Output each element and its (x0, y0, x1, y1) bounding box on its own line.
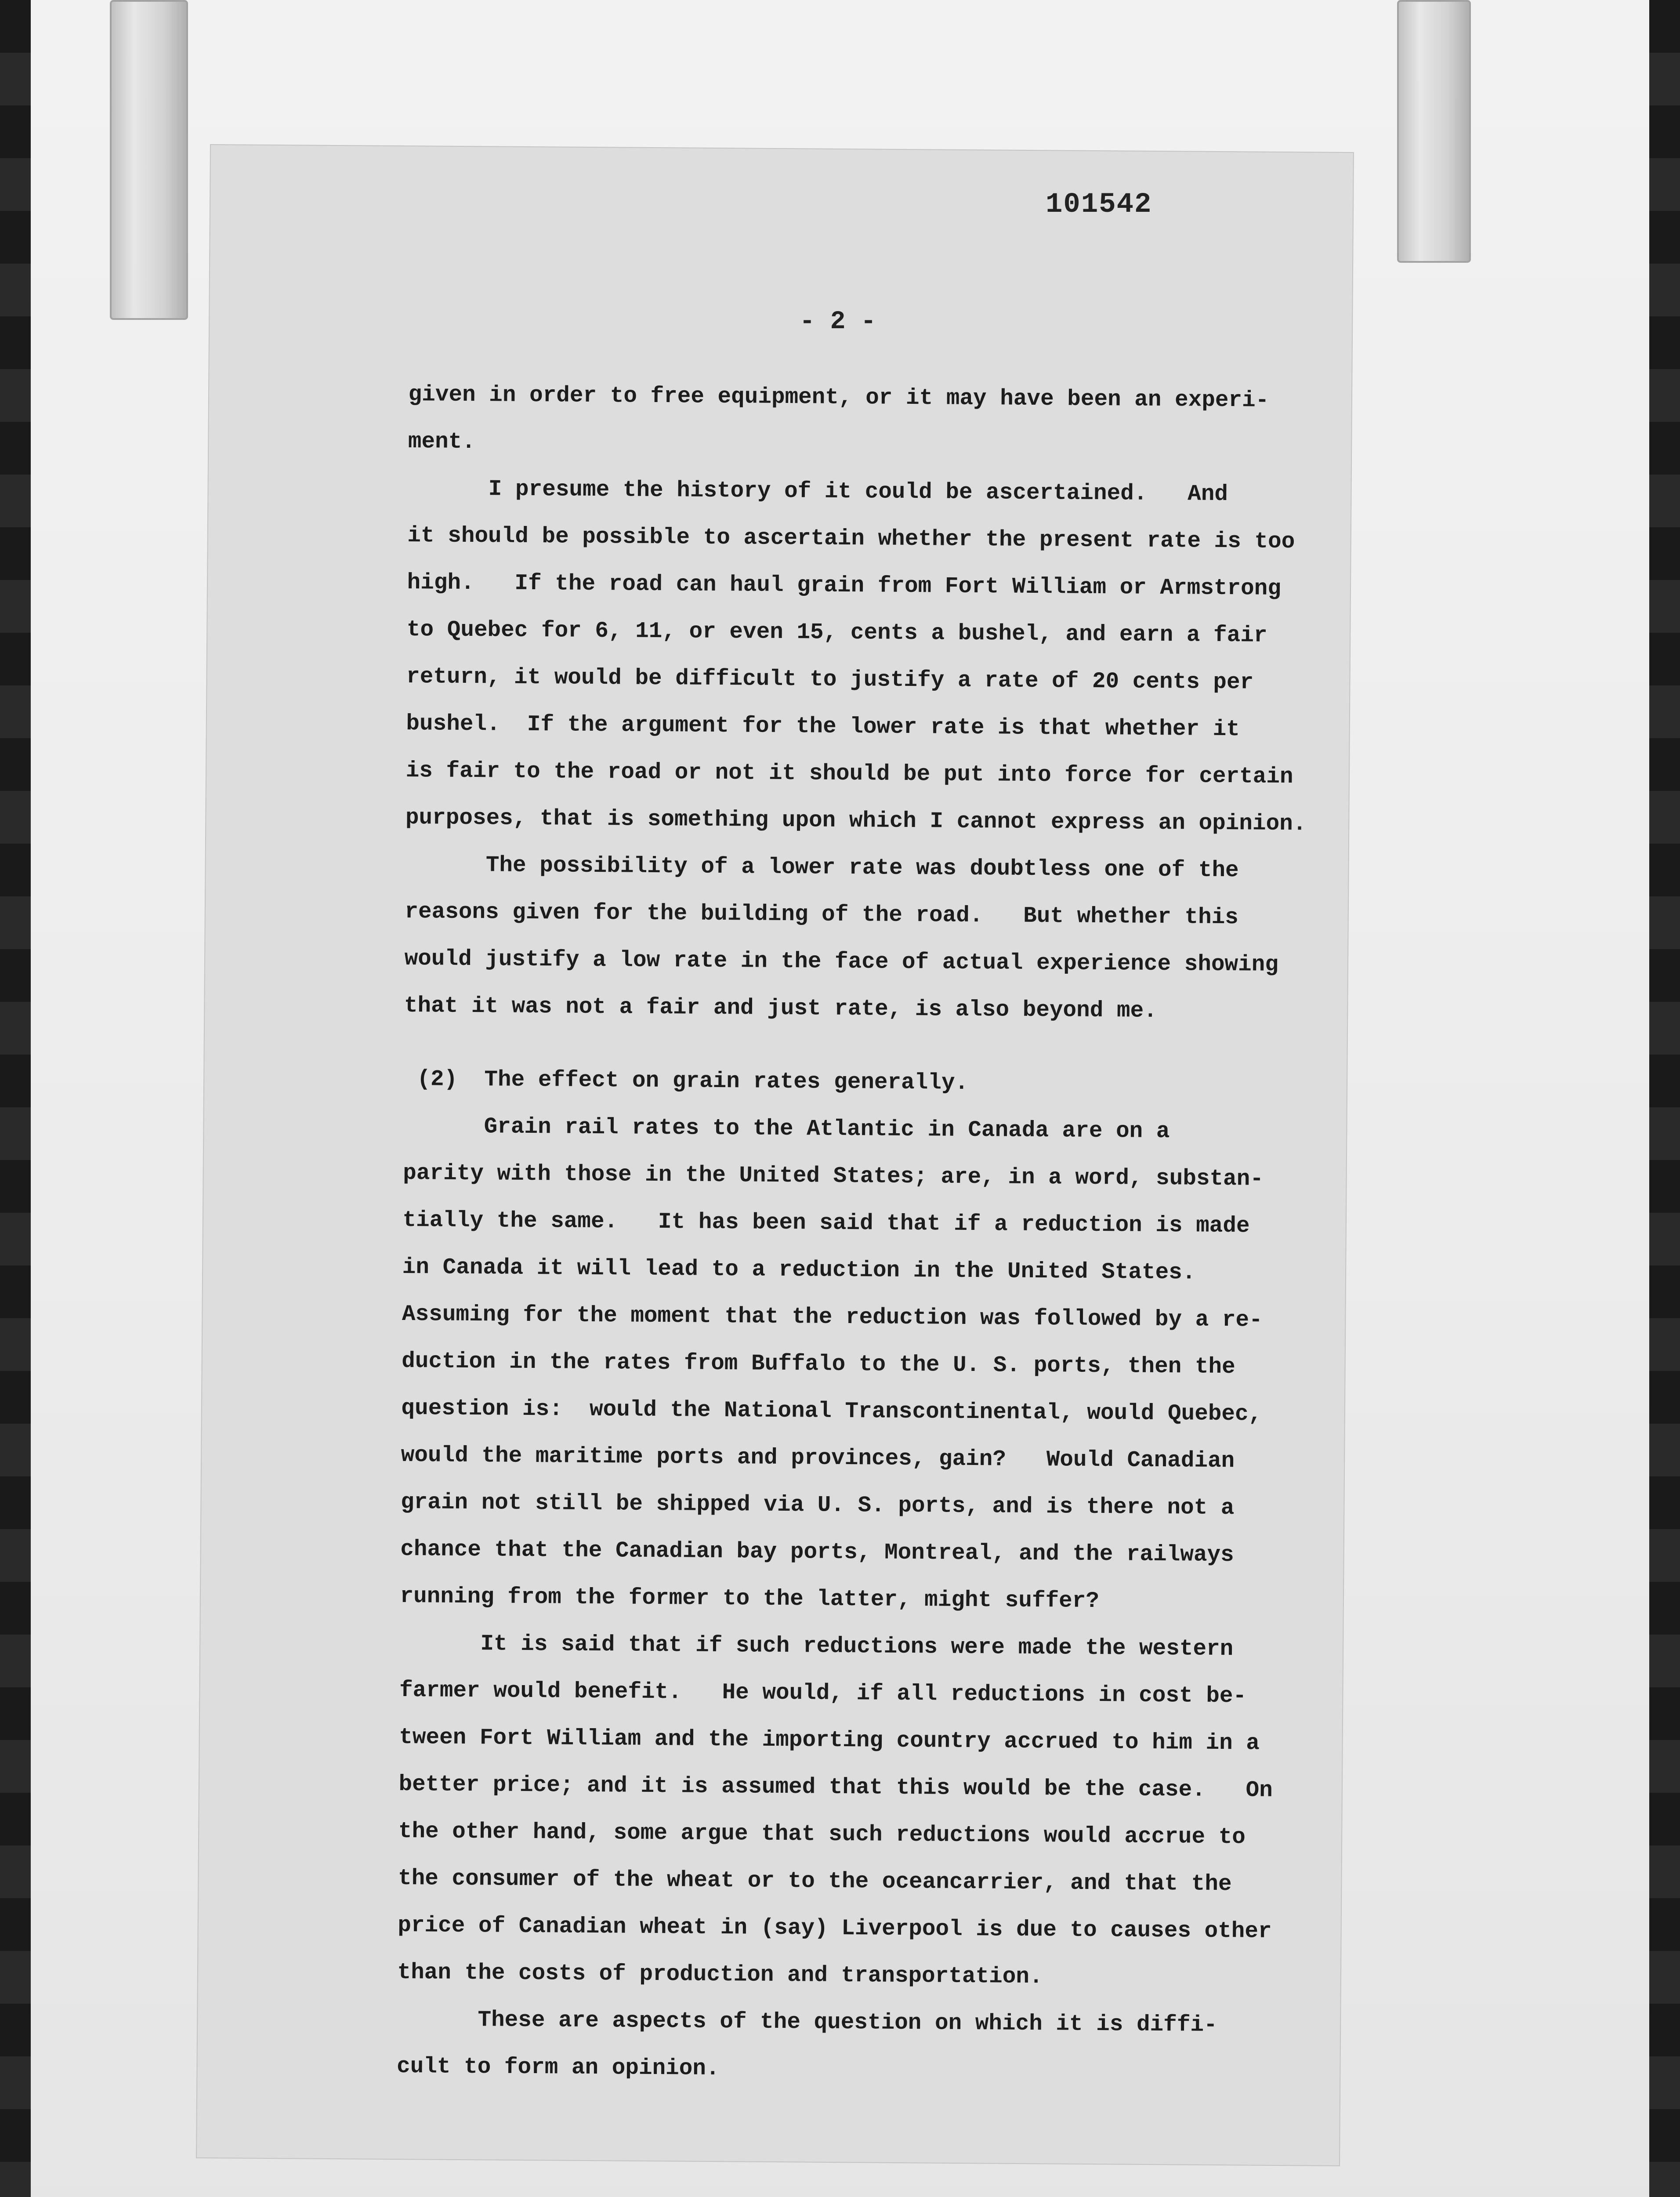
text-line: purposes, that is something upon which I cannot express an opinion. (405, 805, 1307, 837)
text-line: bushel. If the argument for the lower rate is that whether it (406, 711, 1240, 743)
text-line: in Canada it will lead to a reduction in the United States. (402, 1254, 1196, 1286)
text-line: cult to form an opinion. (396, 2054, 720, 2082)
text-line: the other hand, some argue that such reductions would accrue to (398, 1819, 1246, 1850)
text-line: parity with those in the United States; are, in a word, substan- (403, 1160, 1264, 1192)
text-line: it should be possible to ascertain whether the present rate is too (407, 523, 1295, 555)
text-line: running from the former to the latter, might suffer? (400, 1584, 1100, 1614)
text-line: than the costs of production and transportation. (397, 1960, 1043, 1990)
page-number: - 2 - (800, 308, 876, 336)
text-line: farmer would benefit. He would, if all reductions in cost be- (399, 1678, 1247, 1709)
document-body (397, 371, 1331, 2097)
text-line: I presume the history of it could be ascertained. And (407, 476, 1228, 508)
text-line: The possibility of a lower rate was doubtless one of the (405, 852, 1239, 884)
text-line: grain not still be shipped via U. S. ports, and is there not a (400, 1490, 1235, 1521)
text-line: ment. (408, 429, 476, 455)
text-line: given in order to free equipment, or it may have been an experi- (408, 382, 1269, 413)
text-line: that it was not a fair and just rate, is also beyond me. (404, 993, 1157, 1024)
tape-top-left (110, 0, 188, 320)
tape-top-right (1397, 0, 1471, 263)
text-line: Assuming for the moment that the reduction was followed by a re- (402, 1302, 1263, 1333)
text-line: duction in the rates from Buffalo to the U. S. ports, then the (402, 1349, 1235, 1380)
text-line: chance that the Canadian bay ports, Montreal, and the railways (400, 1537, 1234, 1568)
film-edge-left (0, 0, 31, 2197)
text-line: Grain rail rates to the Atlantic in Canada are on a (403, 1113, 1170, 1145)
text-line: These are aspects of the question on which it is diffi- (397, 2007, 1217, 2038)
text-line: tween Fort William and the importing country accrued to him in a (399, 1725, 1260, 1756)
document-number: 101542 (1046, 189, 1152, 221)
text-line: It is said that if such reductions were made the western (399, 1631, 1234, 1662)
section-heading: (2) The effect on grain rates generally. (403, 1066, 969, 1096)
text-line: price of Canadian wheat in (say) Liverpool is due to causes other (398, 1913, 1272, 1944)
text-line: question is: would the National Transcontinental, would Quebec, (401, 1396, 1262, 1427)
text-line: would the maritime ports and provinces, gain? Would Canadian (401, 1443, 1235, 1474)
text-line: the consumer of the wheat or to the oceancarrier, and that the (398, 1866, 1232, 1897)
text-line: high. If the road can haul grain from Fort William or Armstrong (407, 570, 1282, 602)
film-edge-right (1649, 0, 1680, 2197)
text-line: to Quebec for 6, 11, or even 15, cents a bushel, and earn a fair (406, 617, 1267, 649)
text-line: return, it would be difficult to justify a rate of 20 cents per (406, 664, 1254, 696)
text-line: tially the same. It has been said that if a reduction is made (402, 1207, 1250, 1239)
text-line: would justify a low rate in the face of actual experience showing (404, 946, 1279, 978)
text-line: better price; and it is assumed that this would be the case. On (398, 1772, 1273, 1803)
text-line: reasons given for the building of the road. But whether this (405, 899, 1239, 931)
text-line: is fair to the road or not it should be put into force for certain (406, 758, 1293, 790)
